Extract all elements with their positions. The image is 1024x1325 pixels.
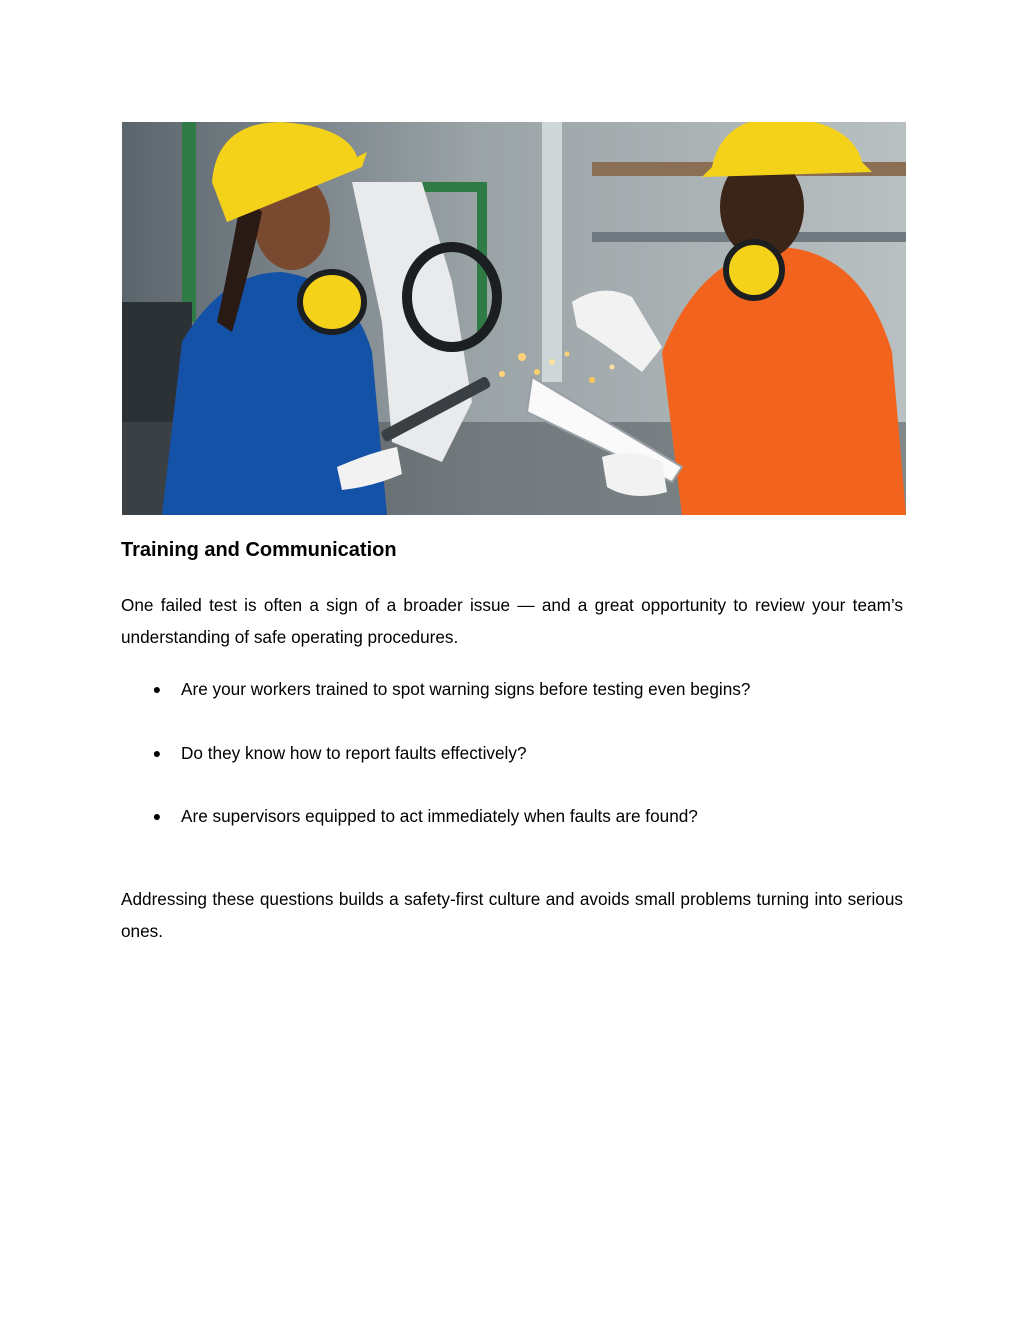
section-heading: Training and Communication [121, 539, 397, 561]
question-list [121, 673, 903, 864]
list-item [121, 737, 903, 801]
bullet-icon: ● [152, 681, 162, 697]
list-item-text: Are your workers trained to spot warning signs before testing even begins? [181, 679, 751, 699]
list-item [121, 800, 903, 864]
list-item-text: Are supervisors equipped to act immediately when faults are found? [181, 806, 698, 826]
list-item [121, 673, 903, 737]
closing-paragraph: Addressing these questions builds a safety-first culture and avoids small problems turning into serious ones. [121, 889, 903, 941]
bullet-icon: ● [152, 744, 162, 761]
bullet-icon: ● [152, 808, 162, 824]
intro-paragraph: One failed test is often a sign of a broader issue — and a great opportunity to review your team’s understanding of safe operating procedures. [121, 595, 903, 647]
list-item-text: Do they know how to report faults effectively? [181, 742, 527, 763]
workers-discussing-photo [122, 122, 906, 515]
